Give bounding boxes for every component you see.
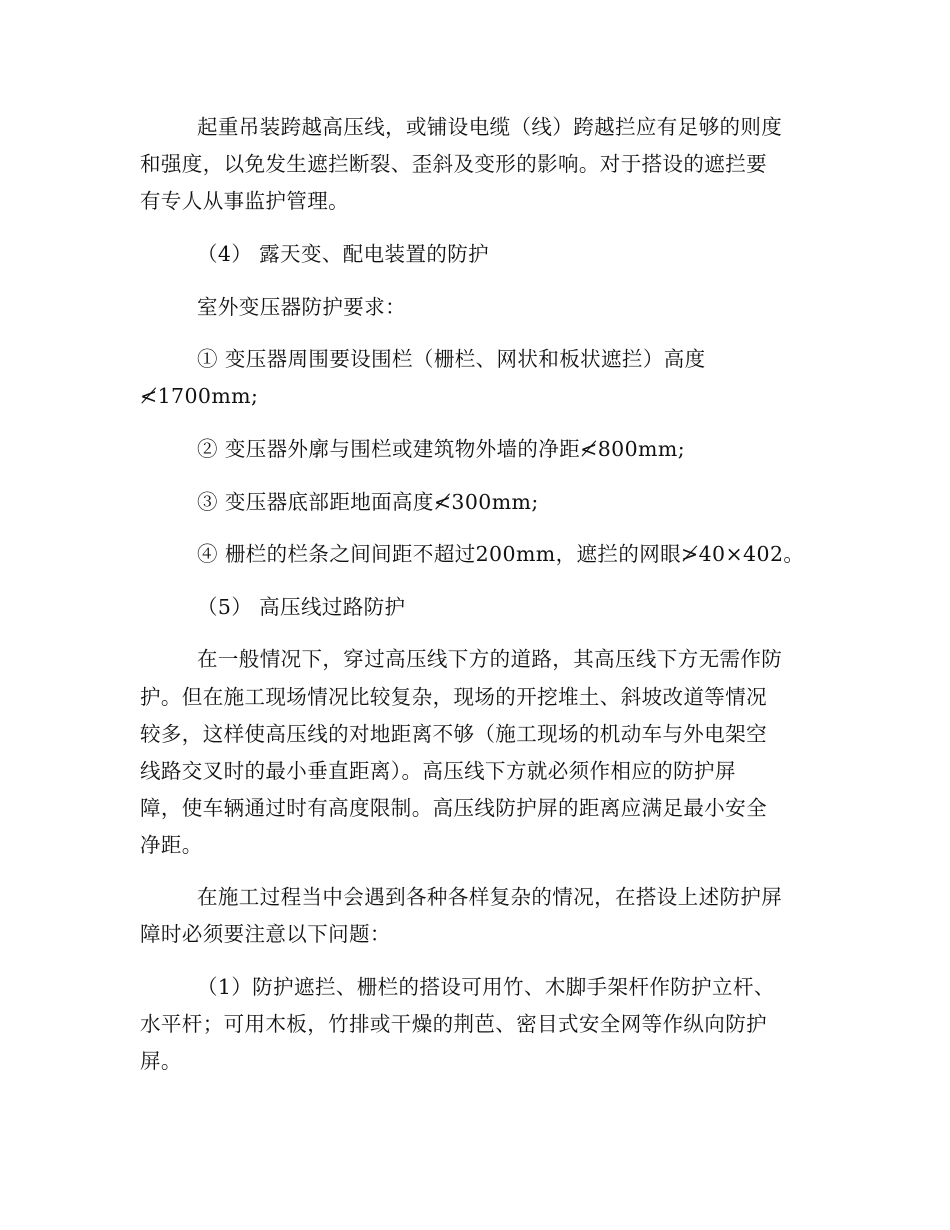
paragraph-line: 线路交叉时的最小垂直距离）。高压线下方就必须作相应的防护屏 (140, 759, 736, 783)
paragraph-line: 和强度，以免发生遮拦断裂、歪斜及变形的影响。对于搭设的遮拦要 (140, 152, 767, 176)
paragraph-line: 水平杆；可用木板，竹排或干燥的荆芭、密目式安全网等作纵向防护 (140, 1012, 767, 1036)
paragraph-line: 在施工过程当中会遇到各种各样复杂的情况，在搭设上述防护屏 (197, 885, 783, 909)
section-heading: （5） 高压线过路防护 (197, 595, 406, 619)
list-item: ③ 变压器底部距地面高度≮300mm; (197, 490, 539, 514)
paragraph-line: 起重吊装跨越高压线，或铺设电缆（线）跨越拦应有足够的则度 (197, 115, 783, 139)
paragraph-line: 障时必须要注意以下问题： (140, 922, 391, 946)
list-item: ≮1700mm; (140, 384, 259, 408)
list-item: ② 变压器外廓与围栏或建筑物外墙的净距≮800mm; (197, 437, 686, 461)
paragraph-line: 净距。 (140, 833, 203, 857)
list-item: ① 变压器周围要设围栏（栅栏、网状和板状遮拦）高度 (197, 347, 706, 371)
section-heading: （4） 露天变、配电装置的防护 (197, 242, 490, 266)
paragraph-line: 有专人从事监护管理。 (140, 189, 349, 213)
list-item: ④ 栅栏的栏条之间间距不超过200mm，遮拦的网眼≯40×402。 (197, 542, 805, 566)
paragraph-line: 室外变压器防护要求： (197, 295, 406, 319)
paragraph-line: 护。但在施工现场情况比较复杂，现场的开挖堆土、斜坡改道等情况 (140, 685, 767, 709)
paragraph-line: 较多，这样使高压线的对地距离不够（施工现场的机动车与外电架空 (140, 722, 767, 746)
paragraph-line: （1）防护遮拦、栅栏的搭设可用竹、木脚手架杆作防护立杆、 (197, 975, 775, 999)
paragraph-line: 障，使车辆通过时有高度限制。高压线防护屏的距离应满足最小安全 (140, 796, 767, 820)
paragraph-line: 屏。 (140, 1049, 182, 1073)
paragraph-line: 在一般情况下，穿过高压线下方的道路，其高压线下方无需作防 (197, 647, 783, 671)
